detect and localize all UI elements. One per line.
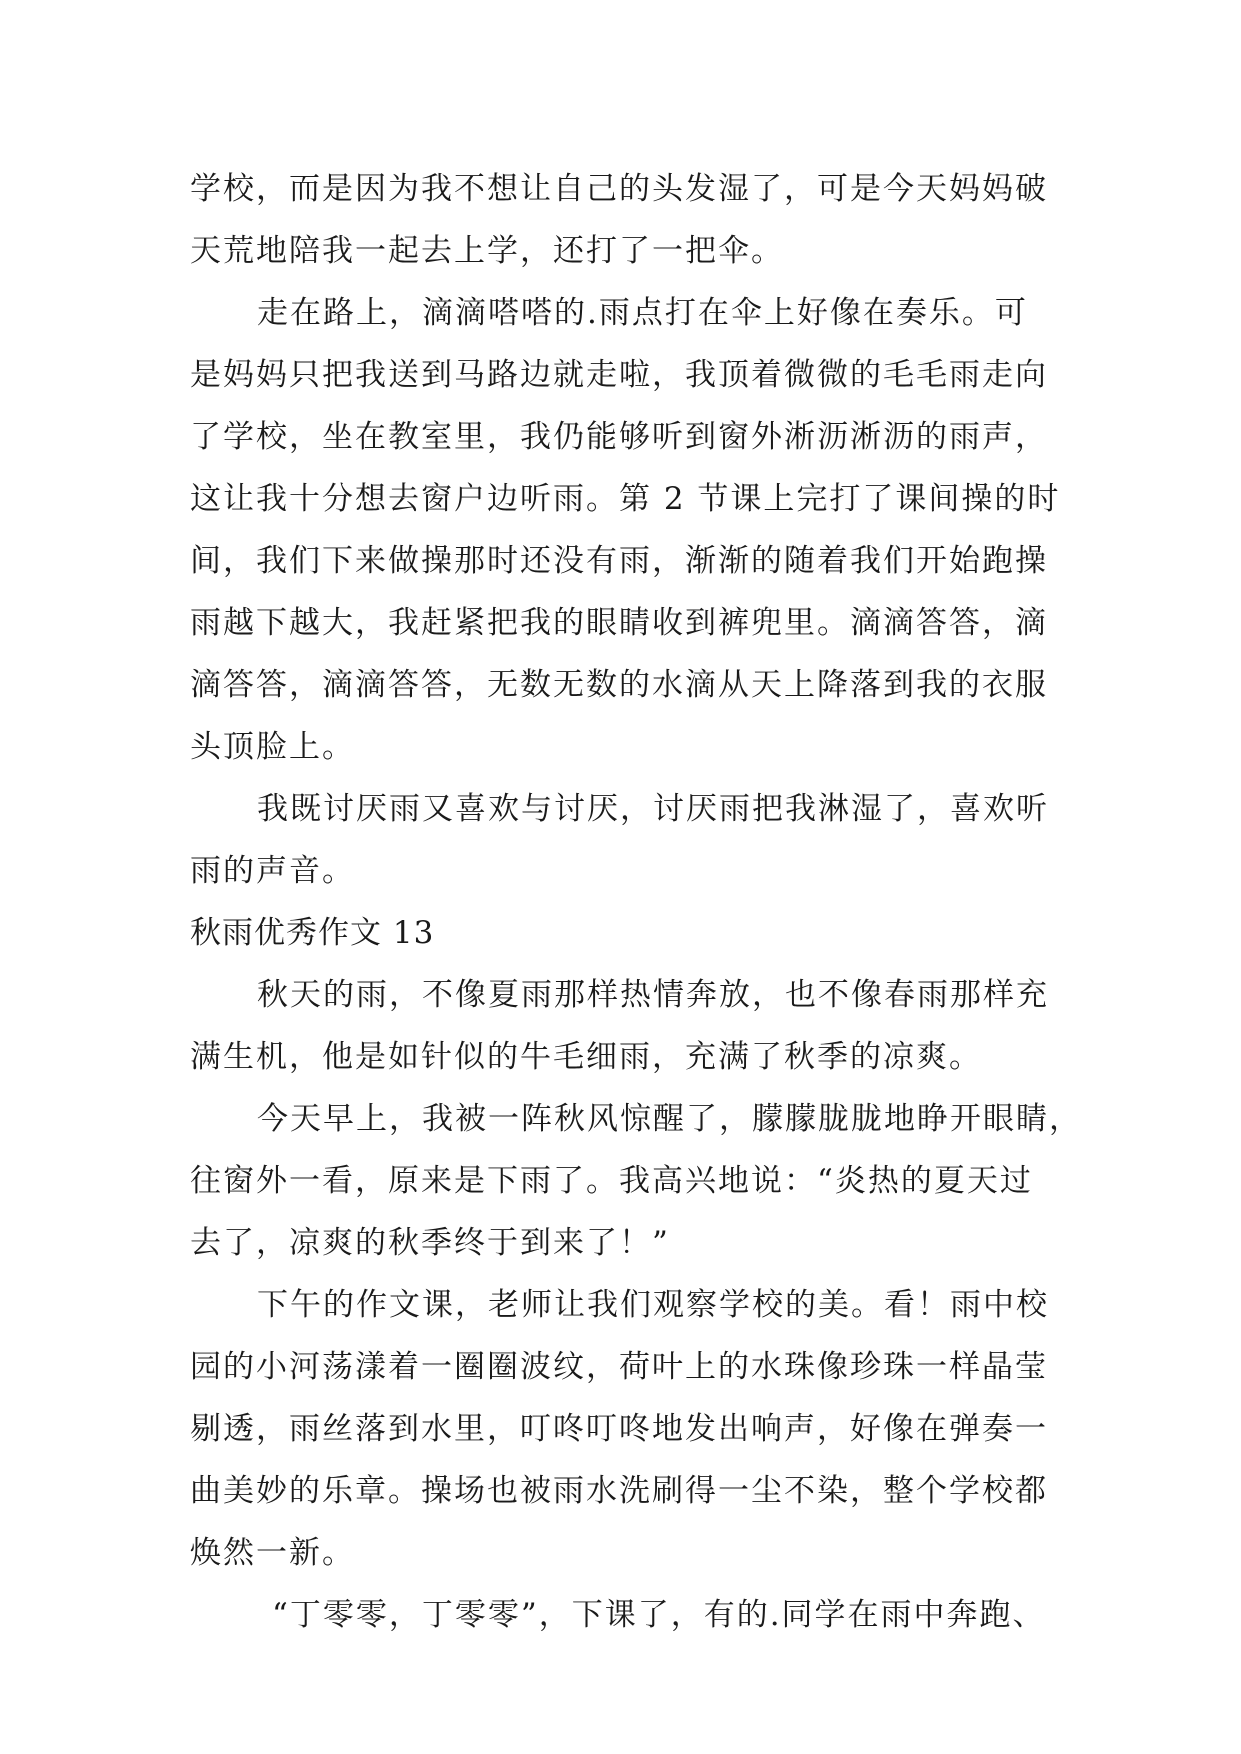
text-line: 园的小河荡漾着一圈圈波纹，荷叶上的水珠像珍珠一样晶莹	[190, 1349, 1048, 1385]
text-line: 雨越下越大，我赶紧把我的眼睛收到裤兜里。滴滴答答，滴	[190, 605, 1048, 641]
section-heading: 秋雨优秀作文 13	[190, 915, 435, 951]
text-line: 去了，凉爽的秋季终于到来了！”	[190, 1225, 670, 1261]
paragraph-start-line: 今天早上，我被一阵秋风惊醒了，朦朦胧胧地睁开眼睛，	[257, 1101, 1082, 1137]
text-line: 焕然一新。	[190, 1535, 355, 1571]
text-line: 头顶脸上。	[190, 729, 355, 765]
text-line: 滴答答，滴滴答答，无数无数的水滴从天上降落到我的衣服	[190, 667, 1048, 703]
text-line: 间，我们下来做操那时还没有雨，渐渐的随着我们开始跑操	[190, 543, 1048, 579]
text-line: 雨的声音。	[190, 853, 355, 889]
text-line: 是妈妈只把我送到马路边就走啦，我顶着微微的毛毛雨走向	[190, 357, 1048, 393]
text-line: 剔透，雨丝落到水里，叮咚叮咚地发出响声，好像在弹奏一	[190, 1411, 1048, 1447]
essay-body	[190, 158, 1082, 1646]
text-line: 往窗外一看，原来是下雨了。我高兴地说：“炎热的夏天过	[190, 1163, 1033, 1199]
text-line: 曲美妙的乐章。操场也被雨水洗刷得一尘不染，整个学校都	[190, 1473, 1048, 1509]
text-line: 天荒地陪我一起去上学，还打了一把伞。	[190, 233, 784, 269]
paragraph-start-line: 秋天的雨，不像夏雨那样热情奔放，也不像春雨那样充	[257, 977, 1049, 1013]
text-line: 这让我十分想去窗户边听雨。第 2 节课上完打了课间操的时	[190, 481, 1061, 517]
text-line: 学校，而是因为我不想让自己的头发湿了，可是今天妈妈破	[190, 171, 1048, 207]
paragraph-start-line: “丁零零，丁零零”，下课了，有的.同学在雨中奔跑、	[272, 1597, 1046, 1633]
paragraph-start-line: 走在路上，滴滴嗒嗒的.雨点打在伞上好像在奏乐。可	[257, 295, 1028, 331]
paragraph-start-line: 下午的作文课，老师让我们观察学校的美。看！雨中校	[257, 1287, 1049, 1323]
text-line: 了学校，坐在教室里，我仍能够听到窗外淅沥淅沥的雨声，	[190, 419, 1048, 455]
text-line: 满生机，他是如针似的牛毛细雨，充满了秋季的凉爽。	[190, 1039, 982, 1075]
paragraph-start-line: 我既讨厌雨又喜欢与讨厌，讨厌雨把我淋湿了，喜欢听	[257, 791, 1049, 827]
